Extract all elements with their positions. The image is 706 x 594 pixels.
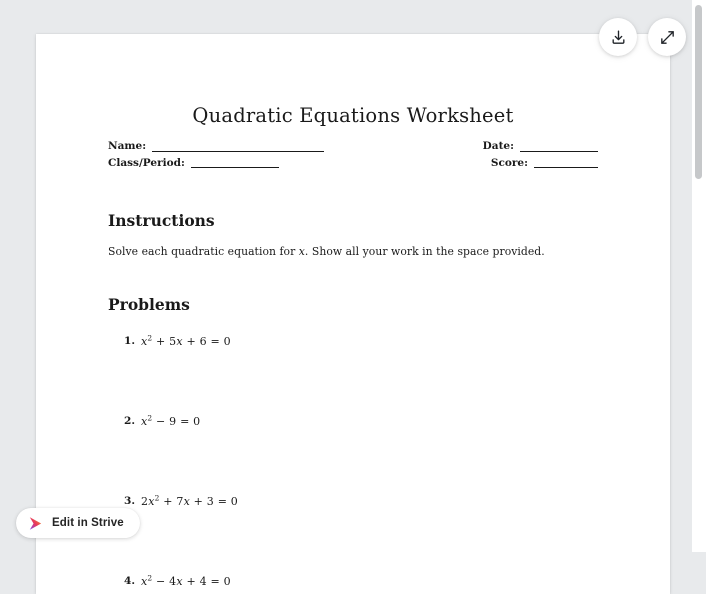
name-label: Name: — [108, 140, 147, 153]
scrollbar-thumb[interactable] — [695, 5, 702, 179]
download-button[interactable] — [599, 18, 637, 56]
strive-logo-icon — [27, 515, 44, 532]
instructions-variable: x — [298, 245, 305, 259]
problem-item — [108, 335, 598, 415]
problem-equation: $x^2 - 9 = 0$ — [141, 413, 201, 429]
class-period-label: Class/Period: — [108, 156, 185, 169]
student-info-fields — [108, 140, 598, 169]
download-icon — [610, 29, 627, 46]
date-write-line — [520, 151, 598, 152]
vertical-scrollbar[interactable] — [692, 0, 706, 552]
edit-in-strive-label: Edit in Strive — [52, 517, 124, 529]
expand-icon — [659, 29, 676, 46]
page-title: Quadratic Equations Worksheet — [192, 104, 514, 127]
expand-button[interactable] — [648, 18, 686, 56]
score-write-line — [534, 167, 598, 168]
problem-item — [108, 575, 598, 594]
problem-equation: $x^2 - 4x + 4 = 0$ — [141, 573, 231, 589]
field-class-period — [108, 157, 279, 170]
class-period-write-line — [191, 167, 279, 168]
problem-number: 4. — [124, 575, 136, 588]
document-action-buttons — [599, 18, 686, 56]
problem-equation: $2x^2 + 7x + 3 = 0$ — [141, 493, 239, 509]
problems-heading: Problems — [108, 294, 190, 314]
problem-item — [108, 415, 598, 495]
instructions-heading: Instructions — [108, 210, 215, 230]
field-row-class-score — [108, 157, 598, 170]
problem-item — [108, 495, 598, 575]
instructions-text — [108, 244, 598, 260]
problems-list — [108, 335, 598, 594]
problem-number: 3. — [124, 495, 136, 508]
field-row-name-date — [108, 140, 598, 153]
instructions-text-suffix: . Show all your work in the space provided. — [304, 245, 545, 259]
instructions-text-prefix: Solve each quadratic equation for — [108, 245, 299, 259]
name-write-line — [152, 151, 324, 152]
problem-number: 2. — [124, 415, 136, 428]
problem-equation: $x^2 + 5x + 6 = 0$ — [141, 333, 231, 349]
edit-in-strive-badge[interactable] — [16, 508, 140, 538]
field-date — [483, 140, 598, 153]
date-label: Date: — [482, 140, 514, 153]
field-score — [491, 157, 598, 170]
field-name — [108, 140, 324, 153]
problem-number: 1. — [124, 335, 136, 348]
score-label: Score: — [490, 156, 528, 169]
